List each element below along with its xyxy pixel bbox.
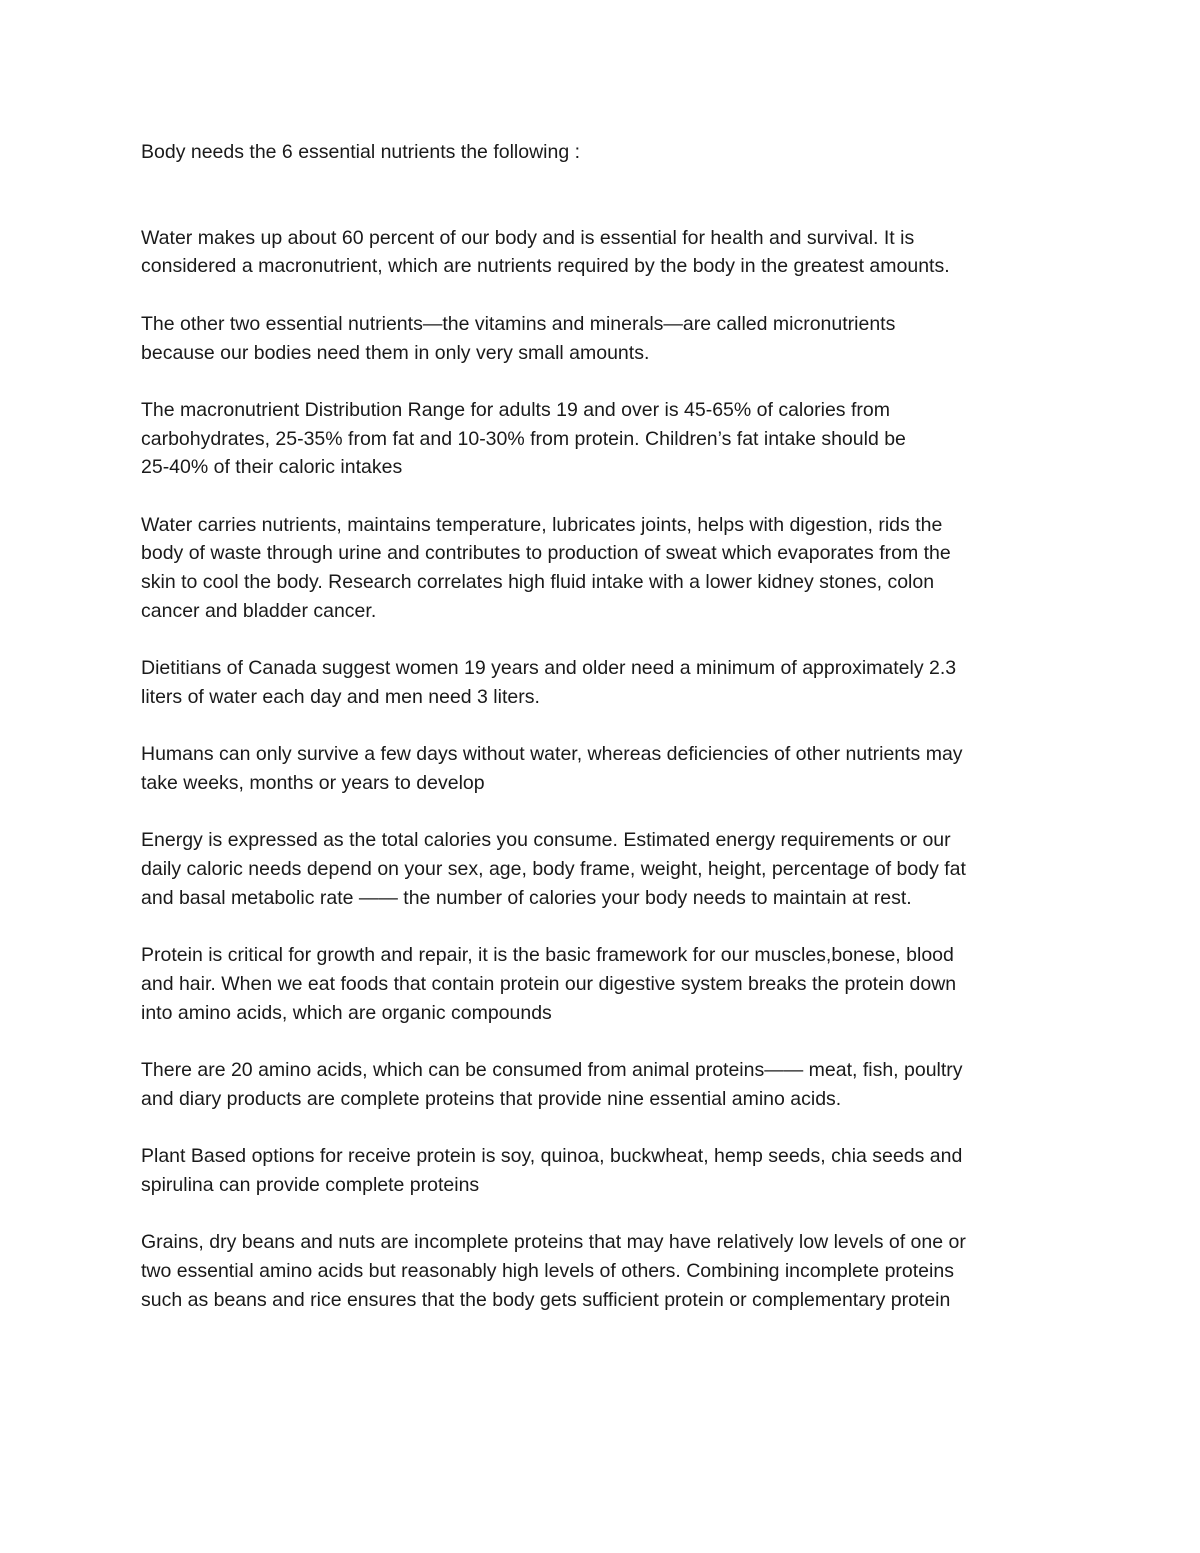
paragraph [141, 1056, 1066, 1113]
paragraph-line: The other two essential nutrients—the vitamins and minerals—are called micronutrients [141, 312, 896, 335]
paragraph-list [141, 224, 1066, 1315]
paragraph [141, 740, 1066, 797]
paragraph-line: The macronutrient Distribution Range for adults 19 and over is 45-65% of calories from [141, 398, 890, 421]
paragraph-line: such as beans and rice ensures that the body gets sufficient protein or complementary protein [141, 1288, 951, 1311]
paragraph-line: Water carries nutrients, maintains temperature, lubricates joints, helps with digestion, rids the [141, 513, 943, 536]
paragraph-line: and hair. When we eat foods that contain protein our digestive system breaks the protein down [141, 972, 957, 995]
paragraph-line: Plant Based options for receive protein is soy, quinoa, buckwheat, hemp seeds, chia seeds and [141, 1145, 963, 1168]
paragraph [141, 396, 1066, 482]
document-heading: Body needs the 6 essential nutrients the following : [141, 141, 581, 163]
paragraph-line: cancer and bladder cancer. [141, 599, 377, 622]
paragraph [141, 941, 1066, 1027]
paragraph-line: and diary products are complete proteins that provide nine essential amino acids. [141, 1087, 842, 1110]
paragraph-line: spirulina can provide complete proteins [141, 1173, 480, 1196]
paragraph-line: considered a macronutrient, which are nutrients required by the body in the greatest amounts. [141, 255, 950, 278]
paragraph-line: Energy is expressed as the total calories you consume. Estimated energy requirements or our [141, 829, 951, 852]
paragraph [141, 224, 1066, 281]
paragraph-line: Grains, dry beans and nuts are incomplete proteins that may have relatively low levels of one or [141, 1231, 966, 1254]
paragraph-line: 25-40% of their caloric intakes [141, 456, 403, 479]
document-body [141, 138, 1066, 1343]
paragraph-line: two essential amino acids but reasonably high levels of others. Combining incomplete proteins [141, 1259, 954, 1282]
paragraph-line: There are 20 amino acids, which can be consumed from animal proteins—— meat, fish, poultry [141, 1058, 963, 1081]
paragraph [141, 511, 1066, 626]
paragraph-line: take weeks, months or years to develop [141, 771, 485, 794]
paragraph [141, 310, 1066, 367]
paragraph-line: liters of water each day and men need 3 liters. [141, 685, 540, 708]
paragraph-line: skin to cool the body. Research correlates high fluid intake with a lower kidney stones, colon [141, 571, 935, 594]
paragraph [141, 1228, 1066, 1314]
paragraph-line: body of waste through urine and contributes to production of sweat which evaporates from the [141, 542, 951, 565]
paragraph-line: Protein is critical for growth and repair, it is the basic framework for our muscles,bonese, blood [141, 944, 954, 967]
paragraph-line: daily caloric needs depend on your sex, age, body frame, weight, height, percentage of body fat [141, 858, 966, 881]
paragraph-line: into amino acids, which are organic compounds [141, 1001, 552, 1024]
paragraph [141, 654, 1066, 711]
paragraph-line: carbohydrates, 25-35% from fat and 10-30% from protein. Children’s fat intake should be [141, 427, 906, 450]
paragraph-line: and basal metabolic rate —— the number of calories your body needs to maintain at rest. [141, 886, 912, 909]
paragraph-line: Dietitians of Canada suggest women 19 years and older need a minimum of approximately 2.3 [141, 657, 957, 680]
paragraph [141, 826, 1066, 912]
paragraph-line: because our bodies need them in only very small amounts. [141, 341, 650, 364]
paragraph-line: Humans can only survive a few days without water, whereas deficiencies of other nutrients may [141, 743, 963, 766]
paragraph-line: Water makes up about 60 percent of our body and is essential for health and survival. It is [141, 226, 915, 249]
paragraph [141, 1142, 1066, 1199]
